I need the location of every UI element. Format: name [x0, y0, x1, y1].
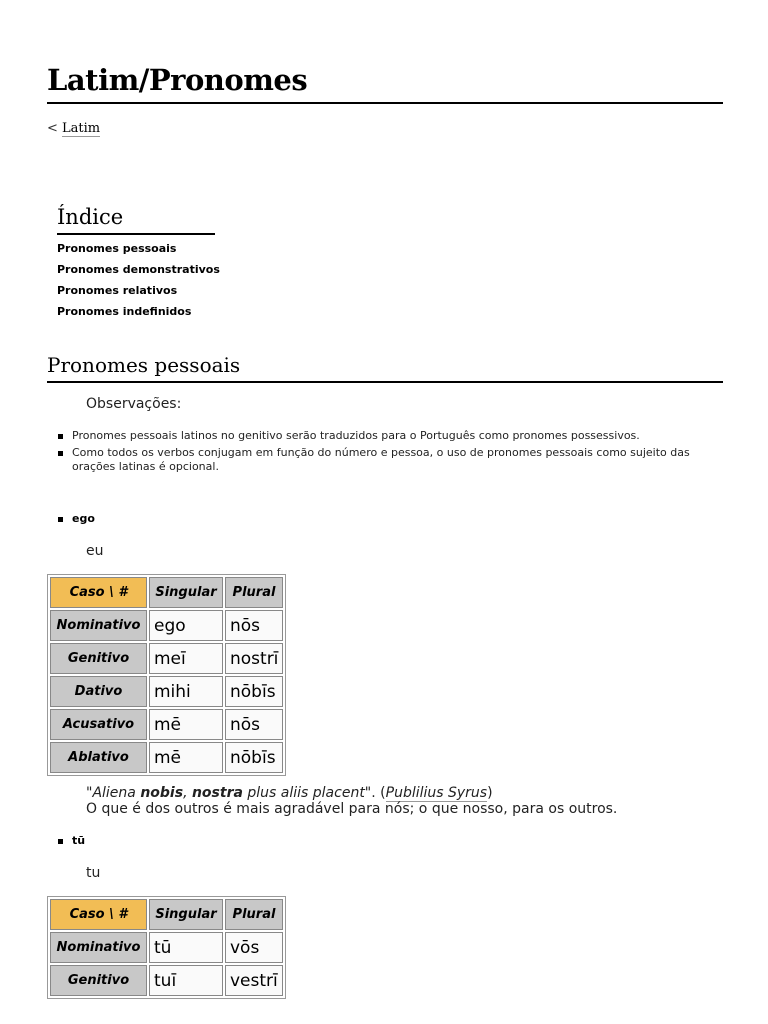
latin-quote: [86, 785, 617, 801]
table-row: [50, 676, 283, 707]
toc-item[interactable]: [57, 262, 220, 283]
section-heading-pronomes-pessoais: Pronomes pessoais: [47, 351, 723, 383]
case-label: Nominativo: [50, 932, 147, 963]
observation-note: Pronomes pessoais latinos no genitivo serão traduzidos para o Português como pronomes possessivos.: [72, 429, 722, 443]
pronoun-meaning-tu: tu: [86, 865, 101, 881]
pronoun-heading-ego: ego: [72, 512, 95, 525]
pronoun-heading-tu: tū: [72, 834, 86, 847]
table-row: [50, 643, 283, 674]
singular-form: meī: [149, 643, 223, 674]
quote-word-nostra: nostra: [191, 785, 243, 801]
observation-note: Como todos os verbos conjugam em função do número e pessoa, o uso de pronomes pessoais como sujeito das orações latinas é opcional.: [72, 446, 722, 474]
table-row: [50, 932, 283, 963]
toc-item[interactable]: [57, 304, 220, 325]
pronoun-meaning-ego: eu: [86, 543, 104, 559]
breadcrumb-link-latim[interactable]: Latim: [62, 121, 101, 136]
header-singular: Singular: [149, 577, 223, 608]
quote-open: "Aliena: [86, 785, 141, 801]
quote-close: ): [487, 785, 493, 801]
case-label: Genitivo: [50, 965, 147, 996]
header-case: Caso \ #: [50, 899, 147, 930]
case-label: Ablativo: [50, 742, 147, 773]
singular-form: ego: [149, 610, 223, 641]
quote-block: [86, 785, 617, 817]
header-plural: Plural: [225, 899, 283, 930]
singular-form: tū: [149, 932, 223, 963]
toc-title: Índice: [57, 203, 215, 235]
singular-form: tuī: [149, 965, 223, 996]
plural-form: nostrī: [225, 643, 283, 674]
table-row: [50, 742, 283, 773]
case-label: Genitivo: [50, 643, 147, 674]
case-label: Acusativo: [50, 709, 147, 740]
breadcrumb-prefix: <: [47, 121, 58, 136]
singular-form: mē: [149, 709, 223, 740]
header-plural: Plural: [225, 577, 283, 608]
plural-form: nōbīs: [225, 676, 283, 707]
toc-item[interactable]: [57, 241, 220, 262]
plural-form: nōbīs: [225, 742, 283, 773]
toc-item[interactable]: [57, 283, 220, 304]
table-row: [50, 610, 283, 641]
observations-label: Observações:: [86, 396, 182, 412]
toc-link-pronomes-relativos[interactable]: Pronomes relativos: [57, 284, 178, 297]
table-of-contents: [57, 203, 220, 325]
quote-mid: . (: [371, 785, 386, 801]
header-case: Caso \ #: [50, 577, 147, 608]
quote-word-nobis: nobis: [140, 785, 184, 801]
singular-form: mihi: [149, 676, 223, 707]
quote-sep: ,: [183, 785, 192, 801]
table-header-row: [50, 899, 283, 930]
declension-table-tu: [47, 896, 286, 999]
declension-table-ego: [47, 574, 286, 776]
toc-link-pronomes-pessoais[interactable]: Pronomes pessoais: [57, 242, 177, 255]
breadcrumb: [47, 121, 100, 136]
quote-rest: plus aliis placent": [242, 785, 372, 801]
table-row: [50, 965, 283, 996]
table-row: [50, 709, 283, 740]
plural-form: vestrī: [225, 965, 283, 996]
toc-link-pronomes-demonstrativos[interactable]: Pronomes demonstrativos: [57, 263, 220, 276]
quote-author-link[interactable]: Publilius Syrus: [385, 785, 488, 801]
singular-form: mē: [149, 742, 223, 773]
header-singular: Singular: [149, 899, 223, 930]
page-title: Latim/Pronomes: [47, 62, 723, 104]
case-label: Nominativo: [50, 610, 147, 641]
case-label: Dativo: [50, 676, 147, 707]
observations-list: [72, 429, 722, 477]
table-header-row: [50, 577, 283, 608]
plural-form: nōs: [225, 610, 283, 641]
toc-link-pronomes-indefinidos[interactable]: Pronomes indefinidos: [57, 305, 192, 318]
quote-translation: O que é dos outros é mais agradável para nós; o que nosso, para os outros.: [86, 801, 618, 817]
plural-form: vōs: [225, 932, 283, 963]
plural-form: nōs: [225, 709, 283, 740]
